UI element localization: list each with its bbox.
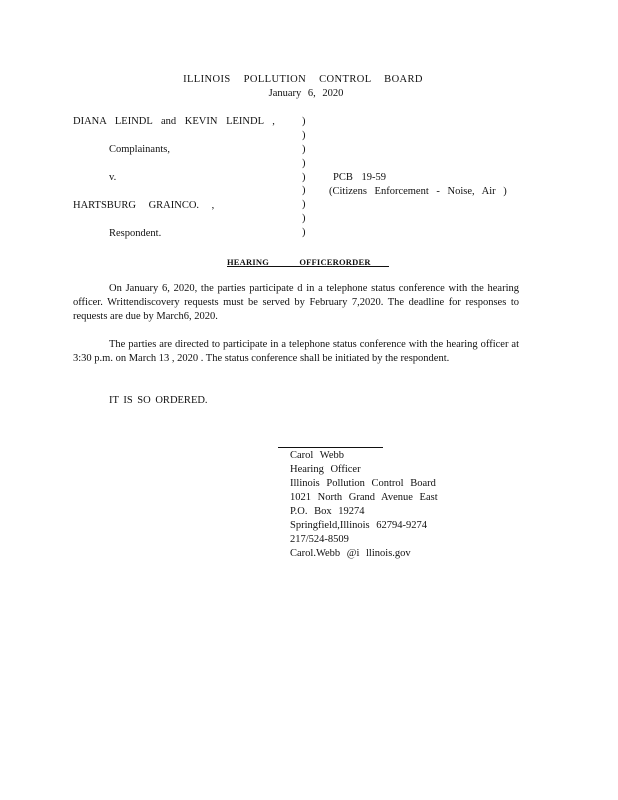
order-paragraph-2 (73, 338, 519, 366)
complainants-label: Complainants, (109, 144, 170, 155)
caption-paren-column (302, 115, 306, 240)
caption-paren: ) (302, 213, 306, 225)
agency-name: ILLINOIS POLLUTION CONTROL BOARD (183, 74, 423, 85)
caption-paren: ) (302, 199, 306, 211)
order-paragraph-1 (73, 282, 519, 324)
signature-title: Hearing Officer (290, 464, 361, 475)
title-underline (343, 266, 389, 267)
order-date: January 6, 2020 (268, 88, 344, 99)
caption-paren: ) (302, 129, 306, 141)
caption-paren: ) (302, 157, 306, 169)
respondent-label: Respondent. (109, 228, 162, 239)
order-paragraph-2-text: The parties are directed to participate in a telephone status conference with the hearing officer at 3:30 p.m. on March 13 , 2020 . The status conference shall be initiated by the respondent. (73, 339, 519, 364)
signature-block (290, 449, 438, 561)
caption-paren: ) (302, 143, 306, 155)
signature-city: Springfield,Illinois 62794-9274 (290, 520, 427, 531)
case-type: (Citizens Enforcement - Noise, Air ) (329, 186, 507, 197)
signature-phone: 217/524-8509 (290, 534, 349, 545)
signature-agency: Illinois Pollution Control Board (290, 478, 436, 489)
versus-label: v. (109, 172, 117, 183)
respondent-name: HARTSBURG GRAINCO. , (73, 200, 215, 211)
signature-po-box: P.O. Box 19274 (290, 506, 365, 517)
caption-paren: ) (302, 116, 306, 127)
caption-paren: ) (302, 227, 306, 239)
order-closing: IT IS SO ORDERED. (109, 395, 208, 406)
signature-email: Carol.Webb @i llinois.gov (290, 548, 411, 559)
signature-line (278, 447, 383, 448)
signature-name: Carol Webb (290, 450, 344, 461)
caption-paren: ) (302, 171, 306, 183)
case-number: PCB 19-59 (333, 172, 386, 183)
caption-paren: ) (302, 185, 306, 197)
order-paragraph-1-text: On January 6, 2020, the parties participate d in a telephone status conference with the hearing officer. Writtendiscovery requests must be served by February 7,2020. The deadline for responses to requests are due by March6, 2020. (73, 283, 519, 322)
complainants-names: DIANA LEINDL and KEVIN LEINDL , (73, 116, 275, 127)
signature-street: 1021 North Grand Avenue East (290, 492, 438, 503)
order-title: HEARING OFFICERORDER (227, 257, 371, 267)
